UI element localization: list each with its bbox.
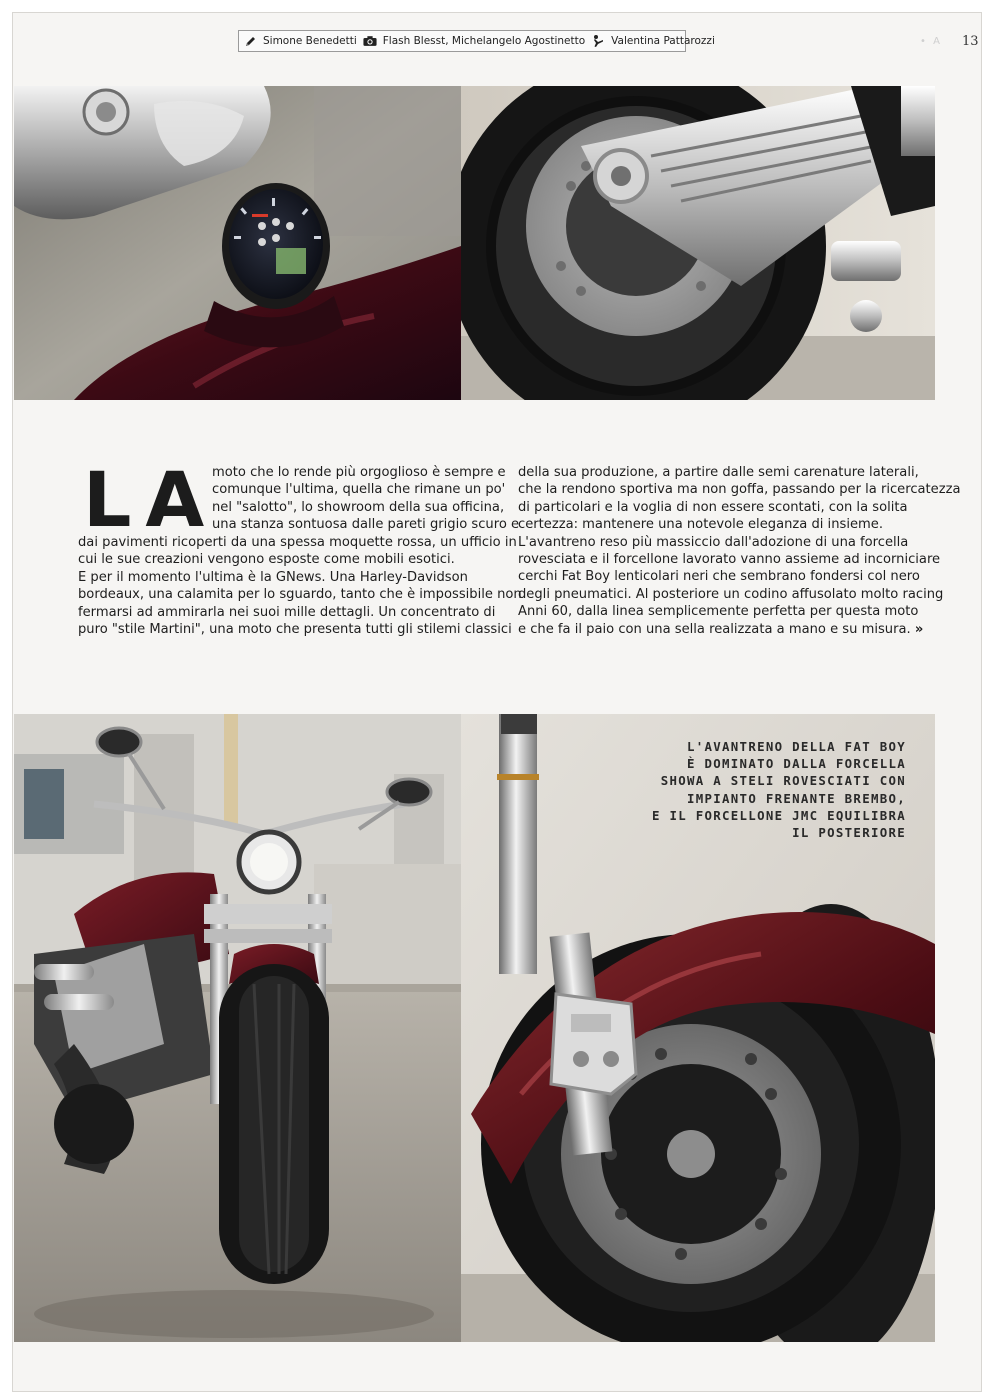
text-line: cerchi Fat Boy lenticolari neri che sembrano fondersi col nero — [518, 569, 920, 585]
text-line: E per il momento l'ultima è la GNews. Una Harley-Davidson — [78, 569, 468, 585]
text-line: puro "stile Martini", una moto che presenta tutti gli stilemi classici — [78, 622, 512, 638]
caption-line: IL POSTERIORE — [792, 825, 906, 841]
text-line: degli pneumatici. Al posteriore un codino affusolato molto racing — [518, 586, 944, 602]
caption-line: È DOMINATO DALLA FORCELLA — [687, 756, 906, 772]
text-line: che la rendono sportiva ma non goffa, passando per la ricercatezza — [518, 482, 961, 498]
faint-watermark: • A — [920, 36, 942, 47]
pin-up-icon — [591, 34, 605, 48]
text-line: comunque l'ultima, quella che rimane un po' — [212, 482, 506, 498]
article-column-2 — [518, 464, 961, 638]
dropcap: LA — [83, 455, 219, 544]
photo-motorcycle-front-three-quarter — [14, 714, 461, 1342]
text-line: rovesciata e il forcellone lavorato vanno assieme ad incorniciare — [518, 552, 941, 568]
photo-speedometer — [14, 86, 461, 400]
text-line-final — [518, 621, 961, 638]
text-line: una stanza sontuosa dalle pareti grigio scuro e — [212, 517, 520, 533]
text-line: e che fa il paio con una sella realizzata a mano e su misura. — [518, 621, 911, 637]
text-line: fermarsi ad ammirarla nei suoi mille dettagli. Un concentrato di — [78, 604, 496, 620]
caption-line: IMPIANTO FRENANTE BREMBO, — [687, 790, 906, 806]
pencil-icon — [245, 34, 257, 48]
caption-line: E IL FORCELLONE JMC EQUILIBRA — [651, 807, 906, 823]
photo-caption — [606, 738, 906, 841]
continue-mark: » — [914, 621, 924, 637]
text-line: della sua produzione, a partire dalle semi carenature laterali, — [518, 465, 919, 480]
writer-credit: Simone Benedetti — [263, 35, 357, 47]
credits-bar — [238, 30, 715, 52]
text-line: nel "salotto", lo showroom della sua officina, — [212, 499, 505, 515]
photographer-credit: Flash Blesst, Michelangelo Agostinetto — [382, 35, 586, 47]
text-line: L'avantreno reso più massiccio dall'adozione di una forcella — [518, 534, 909, 550]
page-number: 13 — [962, 34, 979, 49]
text-line: bordeaux, una calamita per lo sguardo, tanto che è impossibile non — [78, 587, 522, 603]
article-column-1 — [78, 534, 522, 638]
camera-icon — [363, 34, 377, 48]
photo-rear-wheel — [461, 86, 935, 400]
text-line: dai pavimenti ricoperti da una spessa moquette rossa, un ufficio in — [78, 535, 517, 550]
text-line: cui le sue creazioni vengono esposte come mobili esotici. — [78, 552, 455, 568]
caption-line: SHOWA A STELI ROVESCIATI CON — [660, 773, 906, 789]
model-credit: Valentina Pattarozzi — [611, 35, 715, 47]
text-line: Anni 60, dalla linea semplicemente perfetta per questa moto — [518, 604, 919, 620]
article-column-1-top — [212, 464, 519, 534]
text-line: di particolari e la voglia di non essere scontati, con la solita — [518, 499, 908, 515]
text-line: certezza: mantenere una notevole eleganza di insieme. — [518, 517, 883, 533]
caption-line: L'AVANTRENO DELLA FAT BOY — [687, 739, 906, 754]
text-line: moto che lo rende più orgoglioso è sempre e — [212, 465, 506, 480]
